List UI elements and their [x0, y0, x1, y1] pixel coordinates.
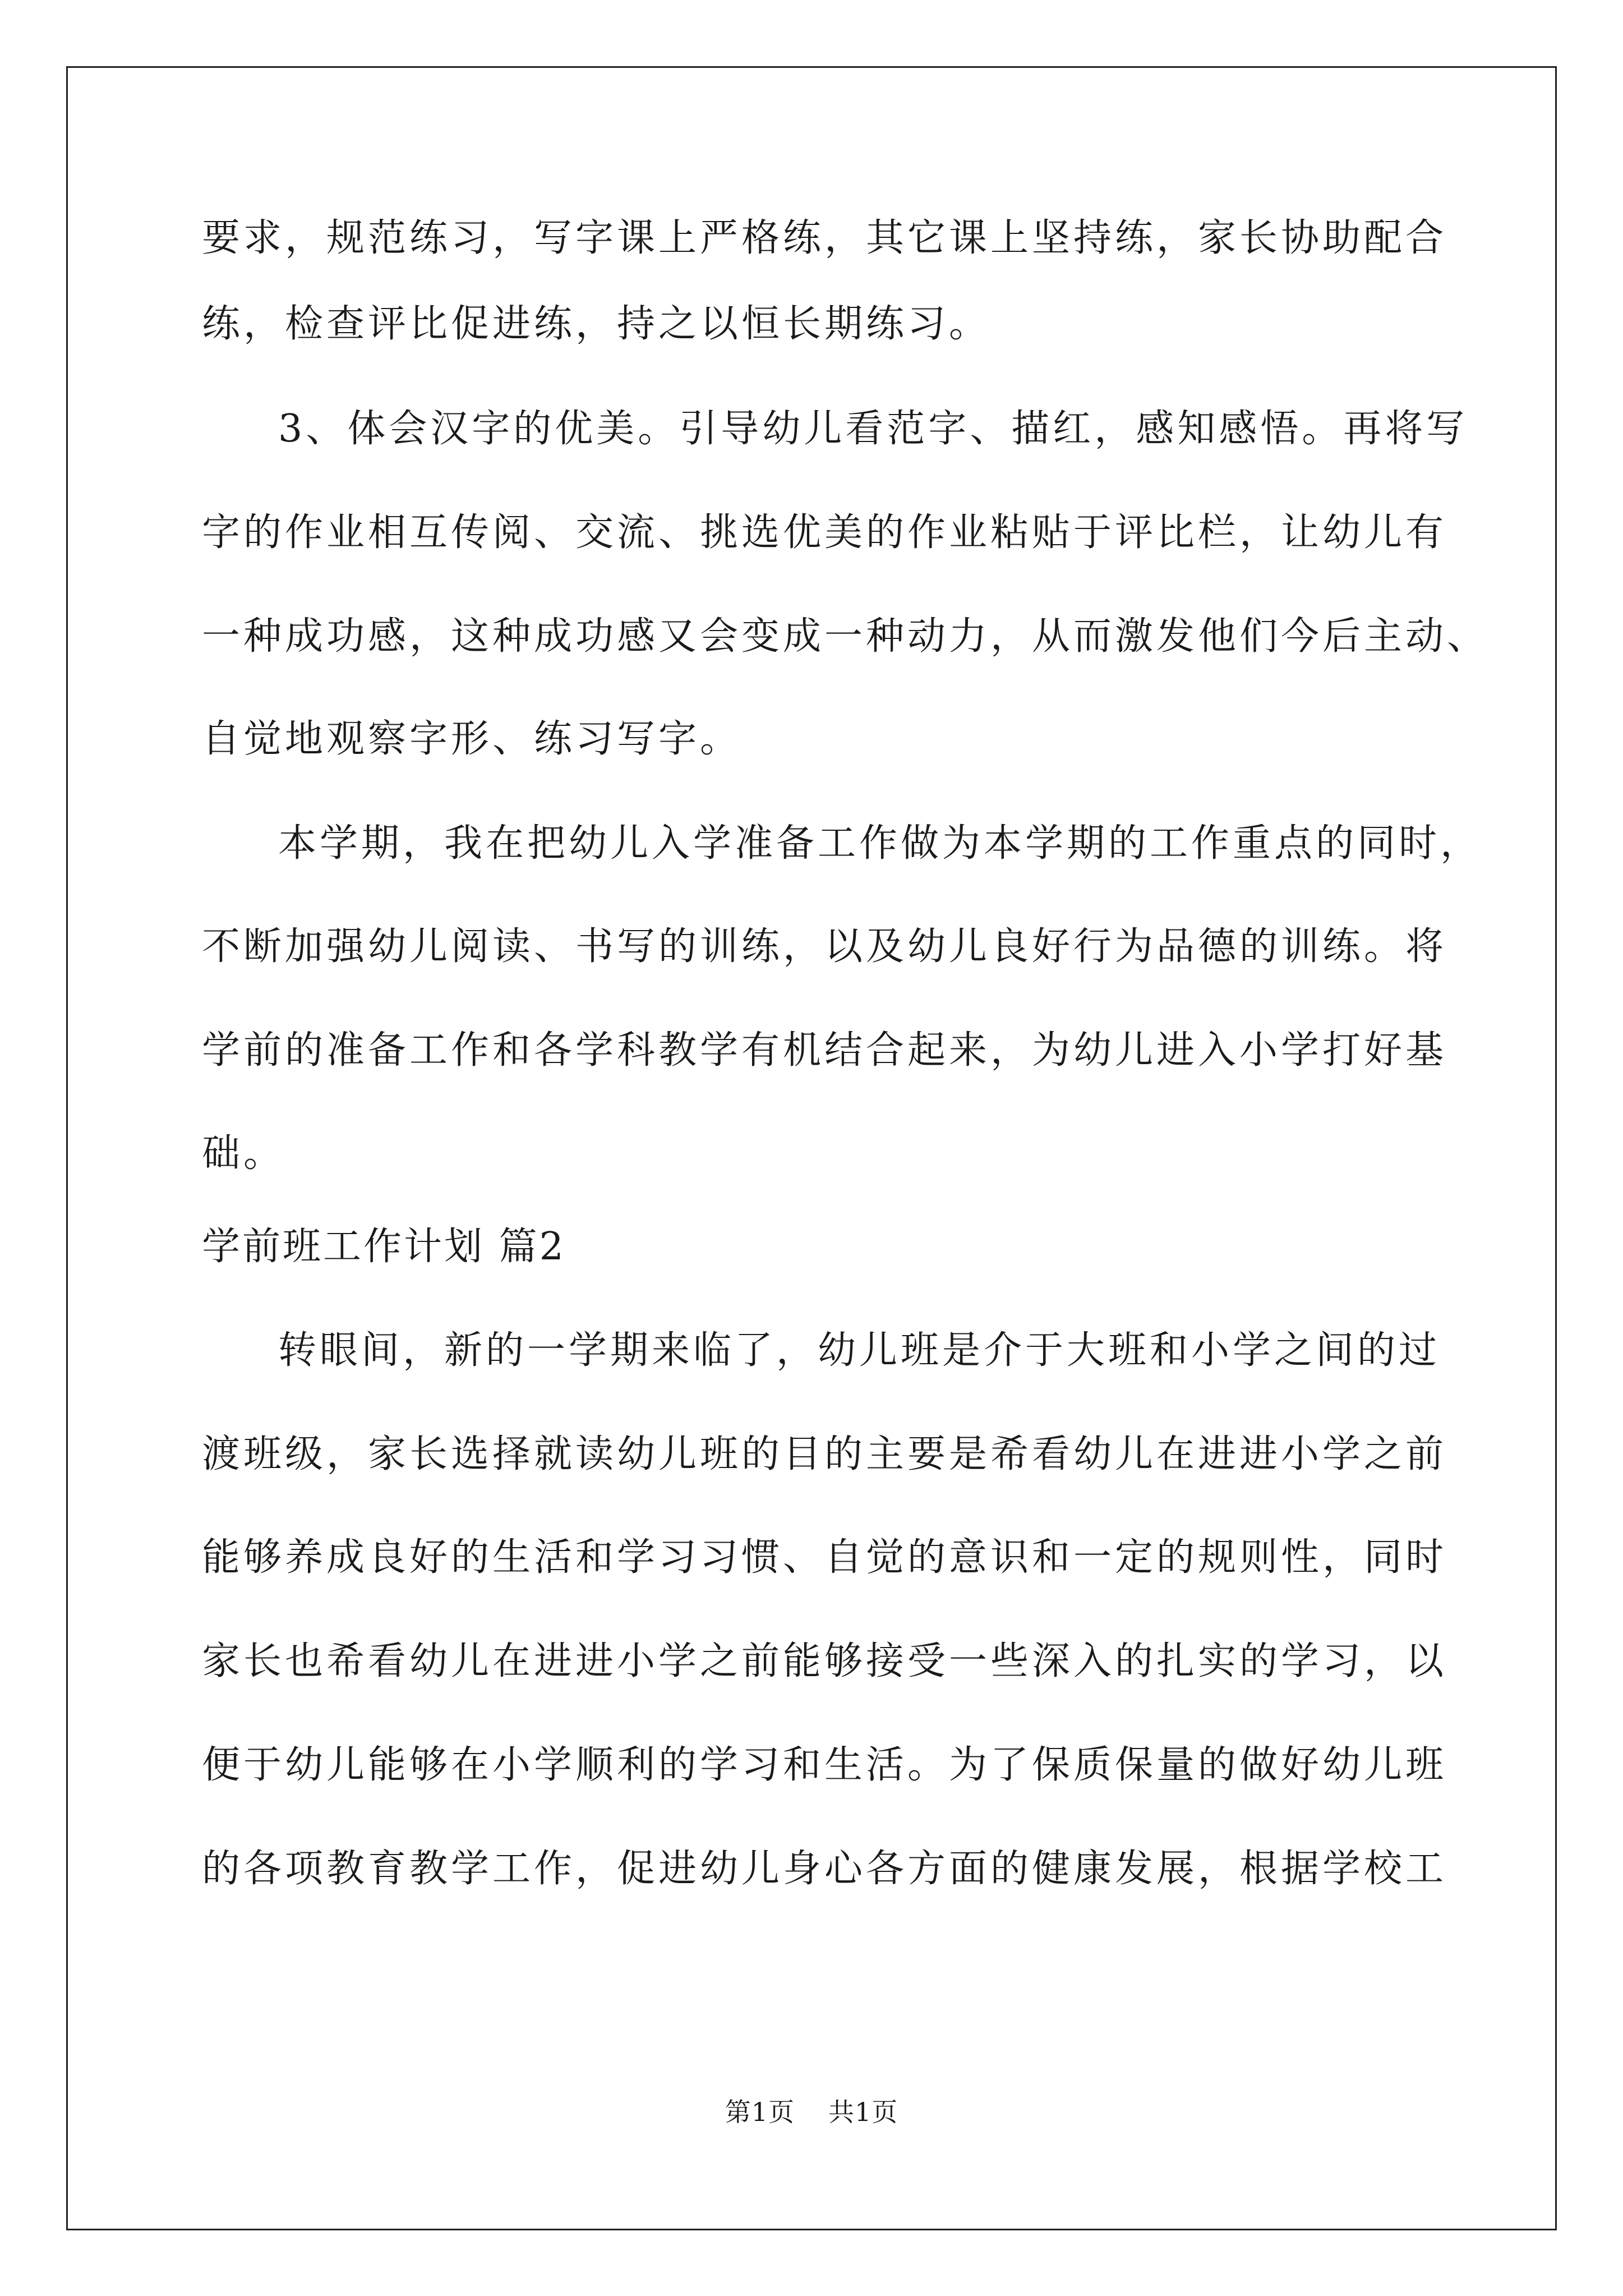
text-line: 字的作业相互传阅、交流、挑选优美的作业粘贴于评比栏，让幼儿有 — [202, 510, 1447, 555]
text-line: 练，检查评比促进练，持之以恒长期练习。 — [202, 302, 991, 346]
text-line: 学前的准备工作和各学科教学有机结合起来，为幼儿进入小学打好基 — [202, 1028, 1447, 1073]
paragraph-start-line: 转眼间，新的一学期来临了，幼儿班是介于大班和小学之间的过 — [278, 1328, 1441, 1373]
text-line: 家长也希看幼儿在进进小学之前能够接受一些深入的扎实的学习，以 — [202, 1639, 1447, 1683]
text-line: 一种成功感，这种成功感又会变成一种动力，从而激发他们今后主动、 — [202, 614, 1489, 659]
text-line: 的各项教育教学工作，促进幼儿身心各方面的健康发展，根据学校工 — [202, 1847, 1447, 1891]
text-line: 渡班级，家长选择就读幼儿班的目的主要是希看幼儿在进进小学之前 — [202, 1432, 1447, 1476]
paragraph-start-line: 本学期，我在把幼儿入学准备工作做为本学期的工作重点的同时， — [278, 821, 1482, 866]
text-line: 要求，规范练习，写字课上严格练，其它课上坚持练，家长协助配合 — [202, 216, 1447, 260]
page-footer — [0, 2095, 1623, 2129]
text-line: 能够养成良好的生活和学习习惯、自觉的意识和一定的规则性，同时 — [202, 1535, 1447, 1580]
page-number: 第1页 — [725, 2097, 795, 2127]
section-heading: 学前班工作计划 篇2 — [202, 1225, 566, 1269]
text-line: 不断加强幼儿阅读、书写的训练，以及幼儿良好行为品德的训练。将 — [202, 924, 1447, 969]
text-line: 础。 — [202, 1131, 285, 1176]
page-border — [66, 66, 1557, 2230]
page-total: 共1页 — [828, 2097, 898, 2127]
text-line: 自觉地观察字形、练习写字。 — [202, 717, 742, 761]
paragraph-start-line: 3、体会汉字的优美。引导幼儿看范字、描红，感知感悟。再将写 — [278, 407, 1468, 451]
text-line: 便于幼儿能够在小学顺利的学习和生活。为了保质保量的做好幼儿班 — [202, 1743, 1447, 1787]
